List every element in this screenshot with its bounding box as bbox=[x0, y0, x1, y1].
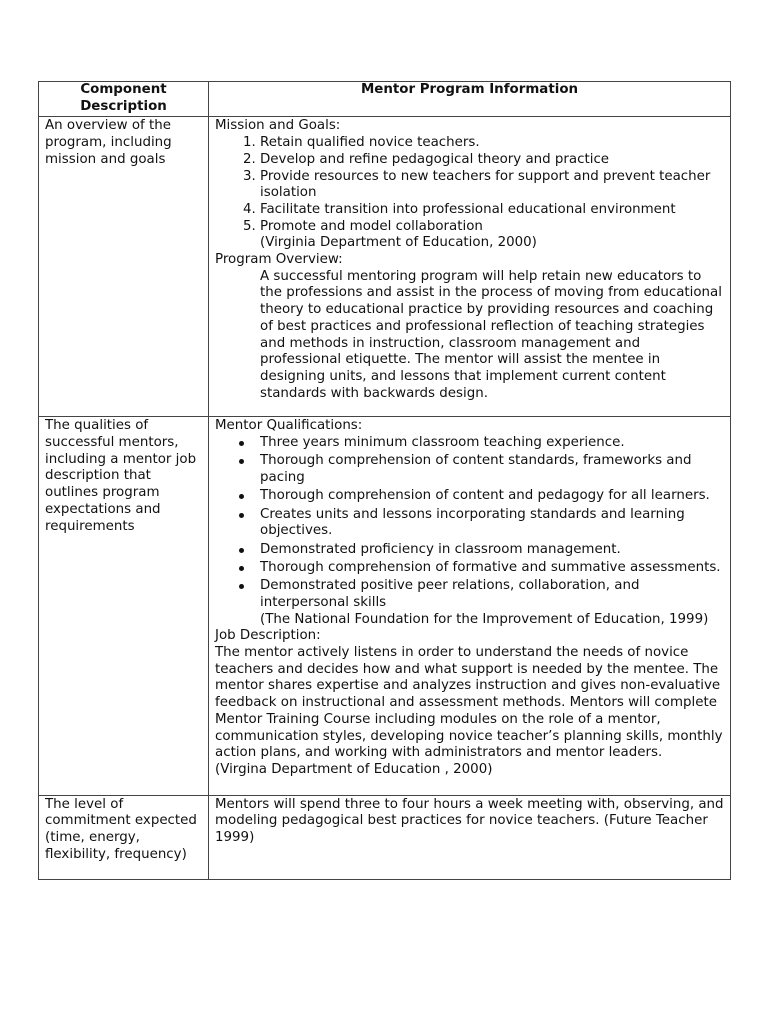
list-item: Three years minimum classroom teaching experience. bbox=[260, 435, 725, 452]
row-label-commitment: The level of commitment expected (time, energy, flexibility, frequency) bbox=[39, 795, 209, 879]
table-row-qualities bbox=[39, 417, 731, 795]
table-header-row bbox=[39, 82, 731, 117]
list-item: Creates units and lessons incorporating standards and learning objectives. bbox=[260, 507, 725, 540]
mentor-qualifications-heading: Mentor Qualifications: bbox=[215, 418, 363, 434]
qualifications-list bbox=[215, 435, 725, 612]
list-item: 4. Facilitate transition into professional educational environment bbox=[260, 202, 725, 219]
row-content-qualities bbox=[209, 417, 731, 795]
goals-list bbox=[215, 135, 725, 235]
commitment-text: Mentors will spend three to four hours a week meeting with, observing, and modeling pedagogical best practices for novice teachers. (Future Teacher 1999) bbox=[215, 796, 724, 846]
row-label-overview: An overview of the program, including mission and goals bbox=[39, 117, 209, 417]
header-component-description: Component Description bbox=[39, 82, 209, 117]
job-description-text: The mentor actively listens in order to understand the needs of novice teachers and decides how and what support is needed by the mentee. The mentor shares expertise and analyzes instruction and gives non-evaluative feedback on instructional and assessment methods. Mentors will complete Mentor Training Course including modules on the role of a mentor, communication styles, developing novice teacher’s planning skills, monthly action plans, and working with administrators and mentor leaders. bbox=[215, 645, 723, 761]
table-row-overview bbox=[39, 117, 731, 417]
header-mentor-program-information: Mentor Program Information bbox=[209, 82, 731, 117]
list-item: Demonstrated proficiency in classroom management. bbox=[260, 542, 725, 559]
row-content-commitment bbox=[209, 795, 731, 879]
program-overview-text: A successful mentoring program will help retain new educators to the professions and assist in the process of moving from educational theory to educational practice by providing resources and coaching of best practices and professional reflection of teaching strategies and methods in instruction, classroom management and professional etiquette. The mentor will assist the mentee in designing units, and lessons that implement current content standards with backwards design. bbox=[260, 268, 722, 401]
goals-citation: (Virginia Department of Education, 2000) bbox=[260, 235, 537, 251]
list-item: 3. Provide resources to new teachers for support and prevent teacher isolation bbox=[260, 169, 725, 202]
job-description-citation: (Virgina Department of Education , 2000) bbox=[215, 761, 493, 777]
list-item: 2. Develop and refine pedagogical theory and practice bbox=[260, 152, 725, 169]
list-item: Demonstrated positive peer relations, collaboration, and interpersonal skills bbox=[260, 578, 725, 611]
job-description-heading: Job Description: bbox=[215, 628, 321, 644]
list-item: Thorough comprehension of content and pedagogy for all learners. bbox=[260, 488, 725, 505]
list-item: Thorough comprehension of content standards, frameworks and pacing bbox=[260, 453, 725, 486]
mentor-program-table bbox=[38, 81, 731, 880]
qualifications-citation: (The National Foundation for the Improvement of Education, 1999) bbox=[260, 611, 709, 627]
table-row-commitment bbox=[39, 795, 731, 879]
mission-goals-heading: Mission and Goals: bbox=[215, 118, 341, 134]
row-content-overview bbox=[209, 117, 731, 417]
row-label-qualities: The qualities of successful mentors, including a mentor job description that outlines program expectations and requirements bbox=[39, 417, 209, 795]
program-overview-heading: Program Overview: bbox=[215, 252, 343, 268]
list-item: 5. Promote and model collaboration bbox=[260, 219, 725, 236]
list-item: 1. Retain qualified novice teachers. bbox=[260, 135, 725, 152]
list-item: Thorough comprehension of formative and summative assessments. bbox=[260, 560, 725, 577]
